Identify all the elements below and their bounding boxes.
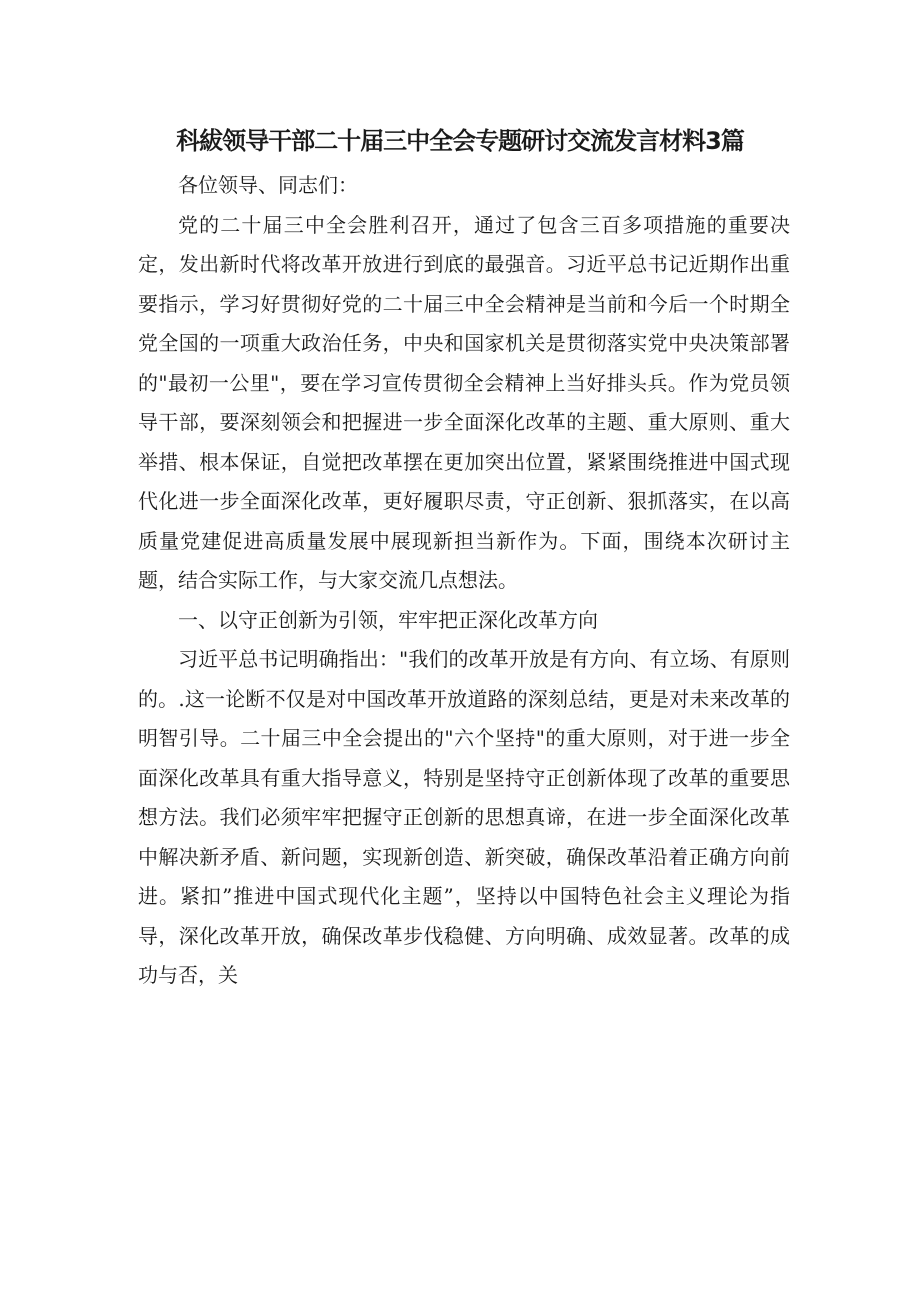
paragraph-section-1: 习近平总书记明确指出："我们的改革开放是有方向、有立场、有原则的。.这一论断不仅是对中国改革开放道路的深刻总结，更是对未来改革的明智引导。二十届三中全会提出的"六个坚持"的重大原则，对于进一步全面深化改革具有重大指导意义，特别是坚持守正创新体现了改革的重要思想方法。我们必须牢牢把握守正创新的思想真谛，在进一步全面深化改革中解决新矛盾、新问题，实现新创造、新突破，确保改革沿着正确方向前进。紧扣”推进中国式现代化主题”，坚持以中国特色社会主义理论为指导，深化改革开放，确保改革步伐稳健、方向明确、成效显著。改革的成功与否，关 [138, 647, 790, 987]
document-title: 科紱领导干部二十届三中全会专题研讨交流发言材料3篇 [176, 127, 744, 155]
salutation: 各位领导、同志们： [178, 173, 358, 197]
paragraph-intro: 党的二十届三中全会胜利召开，通过了包含三百多项措施的重要决定，发出新时代将改革开放进行到底的最强音。习近平总书记近期作出重要指示，学习好贯彻好党的二十届三中全会精神是当前和今后一个时期全党全国的一项重大政治任务，中央和国家机关是贯彻落实党中央决策部署的"最初一公里"，要在学习宣传贯彻全会精神上当好排头兵。作为党员领导干部，要深刻领会和把握进一步全面深化改革的主题、重大原则、重大举措、根本保证，自觉把改革摆在更加突出位置，紧紧围绕推进中国式现代化进一步全面深化改革，更好履职尽责，守正创新、狠抓落实，在以高质量党建促进高质量发展中展现新担当新作为。下面，围绕本次研讨主题，结合实际工作，与大家交流几点想法。 [138, 212, 790, 592]
section-heading-1: 一、以守正创新为引领，牢牢把正深化改革方向 [178, 607, 598, 632]
document-body [138, 162, 790, 996]
